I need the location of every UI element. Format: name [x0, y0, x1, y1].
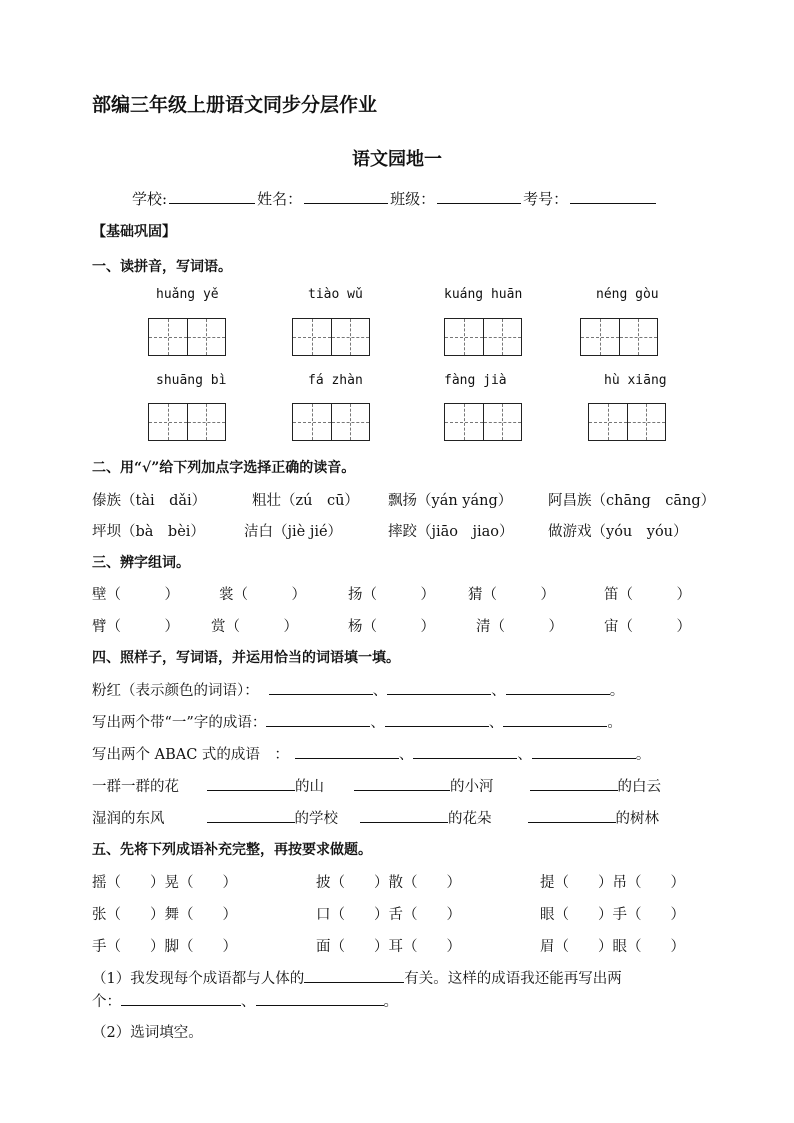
document-title: 部编三年级上册语文同步分层作业 [92, 94, 378, 116]
idiom-item[interactable]: 披（ ）散（ ） [316, 875, 461, 891]
q1-pinyin: fá zhàn [308, 373, 363, 388]
class-blank[interactable] [437, 189, 521, 204]
answer-blank[interactable] [266, 711, 370, 727]
class-label: 班级： [390, 190, 436, 208]
q1-pinyin: tiào wǔ [308, 287, 363, 302]
answer-blank[interactable] [503, 711, 607, 727]
idiom-item[interactable]: 口（ ）舌（ ） [316, 907, 461, 923]
answer-blank[interactable] [207, 807, 295, 823]
separator: 、 [241, 994, 256, 1010]
q2-heading: 二、用“√”给下列加点字选择正确的读音。 [92, 460, 356, 476]
name-label: 姓名： [257, 190, 303, 208]
q4-line-3 [92, 743, 650, 764]
fill-word: 的山 [295, 779, 324, 795]
answer-blank[interactable] [387, 679, 491, 695]
q5-sub1-text: 个： [92, 994, 121, 1010]
q2-item[interactable]: 阿昌族（chāng cāng） [548, 493, 716, 509]
tianzige-box[interactable] [148, 403, 226, 441]
school-label: 学校: [132, 190, 168, 208]
separator: 、 [488, 715, 504, 731]
tianzige-box[interactable] [148, 318, 226, 356]
q1-pinyin: néng gòu [596, 287, 659, 302]
q3-item[interactable]: 扬（ ） [348, 587, 435, 603]
document-subtitle: 语文园地一 [352, 149, 442, 170]
tianzige-box[interactable] [580, 318, 658, 356]
q3-item[interactable]: 杨（ ） [348, 619, 435, 635]
q3-item[interactable]: 臂（ ） [92, 619, 179, 635]
q4-line-label: 写出两个带“一”字的成语： [92, 715, 267, 731]
fill-example: 一群一群的花 [92, 779, 179, 795]
fill-word: 的小河 [450, 779, 494, 795]
school-blank[interactable] [169, 189, 255, 204]
answer-blank[interactable] [413, 743, 517, 759]
idiom-item[interactable]: 面（ ）耳（ ） [316, 939, 461, 955]
q5-sub1-text: （1）我发现每个成语都与人体的 [92, 971, 305, 987]
answer-blank[interactable] [528, 807, 616, 823]
q1-heading: 一、读拼音，写词语。 [92, 259, 232, 275]
separator: 、 [370, 715, 385, 731]
answer-blank[interactable] [207, 775, 295, 791]
answer-blank[interactable] [304, 967, 404, 983]
q2-item[interactable]: 坪坝（bà bèi） [92, 524, 205, 540]
answer-blank[interactable] [295, 743, 399, 759]
q3-item[interactable]: 笛（ ） [604, 587, 691, 603]
answer-blank[interactable] [354, 775, 450, 791]
period: 。 [635, 747, 651, 763]
idiom-item[interactable]: 手（ ）脚（ ） [92, 939, 237, 955]
q1-pinyin: shuāng bì [156, 373, 227, 388]
q5-sub1 [92, 967, 622, 988]
answer-blank[interactable] [385, 711, 489, 727]
fill-example: 湿润的东风 [92, 811, 165, 827]
separator: 、 [372, 683, 388, 699]
idiom-item[interactable]: 摇（ ）晃（ ） [92, 875, 237, 891]
q3-heading: 三、辨字组词。 [92, 555, 190, 571]
q2-item[interactable]: 摔跤（jiāo jiao） [388, 524, 514, 540]
q2-item[interactable]: 飘扬（yán yáng） [388, 493, 513, 509]
q3-item[interactable]: 赏（ ） [211, 619, 298, 635]
exam-no-label: 考号： [523, 190, 569, 208]
q3-item[interactable]: 清（ ） [476, 619, 563, 635]
answer-blank[interactable] [360, 807, 448, 823]
answer-blank[interactable] [256, 990, 384, 1006]
q3-item[interactable]: 猜（ ） [468, 587, 555, 603]
fill-word: 的树林 [615, 811, 659, 827]
name-blank[interactable] [304, 189, 388, 204]
separator: 、 [491, 683, 506, 699]
idiom-item[interactable]: 眼（ ）手（ ） [540, 907, 685, 923]
tianzige-box[interactable] [292, 318, 370, 356]
q4-fill-row-1 [92, 775, 661, 796]
answer-blank[interactable] [532, 743, 636, 759]
q3-item[interactable]: 裳（ ） [219, 587, 306, 603]
answer-blank[interactable] [121, 990, 241, 1006]
section-basic: 【基础巩固】 [92, 224, 176, 240]
q2-item[interactable]: 粗壮（zú cū） [252, 493, 359, 509]
q4-line-2 [92, 711, 622, 732]
q4-heading: 四、照样子，写词语，并运用恰当的词语填一填。 [92, 650, 400, 666]
q4-line-label: 粉红（表示颜色的词语）： [92, 683, 259, 699]
student-info-line [132, 188, 658, 209]
answer-blank[interactable] [506, 679, 610, 695]
fill-word: 的白云 [617, 779, 661, 795]
q4-line-label: 写出两个 ABAC 式的成语 ： [92, 747, 289, 763]
tianzige-box[interactable] [444, 318, 522, 356]
q4-line-1 [92, 679, 624, 700]
fill-word: 的学校 [294, 811, 338, 827]
q3-item[interactable]: 宙（ ） [604, 619, 691, 635]
separator: 、 [517, 747, 532, 763]
exam-no-blank[interactable] [570, 189, 656, 204]
q1-pinyin: hù xiāng [604, 373, 667, 388]
answer-blank[interactable] [530, 775, 618, 791]
tianzige-box[interactable] [444, 403, 522, 441]
q2-item[interactable]: 傣族（tài dǎi） [92, 493, 207, 509]
q1-pinyin: fàng jià [444, 373, 507, 388]
q1-pinyin: kuáng huān [444, 287, 523, 302]
q2-item[interactable]: 做游戏（yóu yóu） [548, 524, 688, 540]
tianzige-box[interactable] [588, 403, 666, 441]
q3-item[interactable]: 壁（ ） [92, 587, 179, 603]
q5-heading: 五、先将下列成语补充完整，再按要求做题。 [92, 842, 372, 858]
period: 。 [383, 994, 398, 1010]
idiom-item[interactable]: 提（ ）吊（ ） [540, 875, 685, 891]
answer-blank[interactable] [269, 679, 373, 695]
tianzige-box[interactable] [292, 403, 370, 441]
q5-sub1-text: 有关。这样的成语我还能再写出两 [404, 971, 622, 987]
q4-fill-row-2 [92, 807, 659, 828]
period: 。 [609, 683, 625, 699]
q2-item[interactable]: 洁白（jiè jié） [244, 524, 343, 540]
q5-sub1-cont [92, 990, 398, 1011]
separator: 、 [398, 747, 414, 763]
q1-pinyin: huǎng yě [156, 287, 219, 302]
idiom-item[interactable]: 张（ ）舞（ ） [92, 907, 237, 923]
period: 。 [607, 715, 622, 731]
fill-word: 的花朵 [448, 811, 492, 827]
idiom-item[interactable]: 眉（ ）眼（ ） [540, 939, 685, 955]
q5-sub2: （2）选词填空。 [92, 1025, 203, 1041]
